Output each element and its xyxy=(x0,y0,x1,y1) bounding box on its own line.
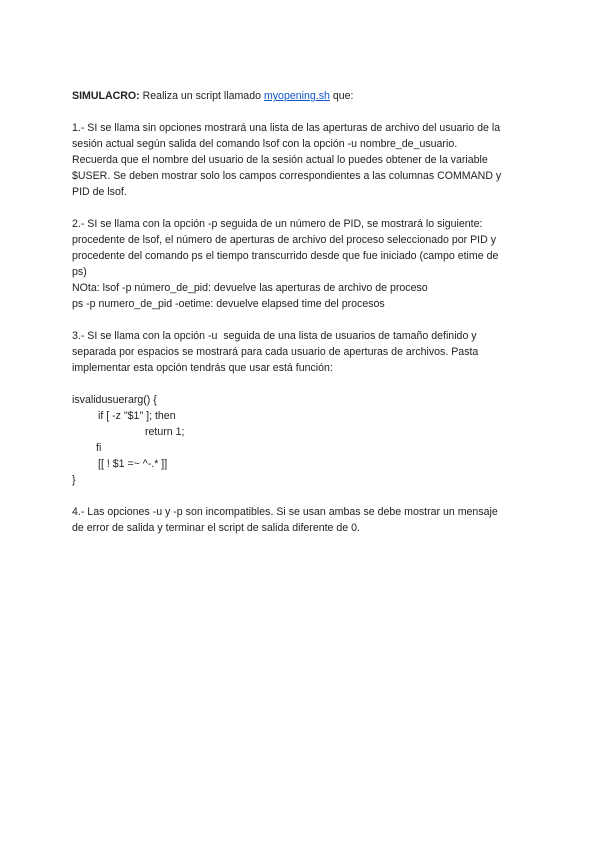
intro-label: SIMULACRO: xyxy=(72,90,140,102)
paragraph-4 xyxy=(72,504,532,536)
paragraph-1-line: 1.- SI se llama sin opciones mostrará una lista de las aperturas de archivo del usuario de la xyxy=(72,122,501,134)
paragraph-1-line: sesión actual según salida del comando lsof con la opción -u nombre_de_usuario. xyxy=(72,138,458,150)
function-code-block xyxy=(72,392,532,488)
document-page xyxy=(72,88,532,536)
paragraph-3-line: 3.- SI se llama con la opción -u seguida de una lista de usuarios de tamaño definido y xyxy=(72,330,477,342)
paragraph-2-note-line: ps -p numero_de_pid -oetime: devuelve elapsed time del procesos xyxy=(72,298,385,310)
code-line: [[ ! $1 =~ ^-.* ]] xyxy=(98,458,168,470)
paragraph-4-line: de error de salida y terminar el script de salida diferente de 0. xyxy=(72,522,360,534)
paragraph-2-line: ps) xyxy=(72,266,87,278)
code-line: isvalidusuerarg() { xyxy=(72,394,157,406)
paragraph-1-line: Recuerda que el nombre del usuario de la sesión actual lo puedes obtener de la variable xyxy=(72,154,488,166)
script-name-link[interactable]: myopening.sh xyxy=(263,90,330,102)
paragraph-3-line: implementar esta opción tendrás que usar está función: xyxy=(72,362,333,374)
paragraph-3 xyxy=(72,328,532,376)
paragraph-1-line: $USER. Se deben mostrar solo los campos correspondientes a las columnas COMMAND y xyxy=(72,170,502,182)
code-line: if [ -z "$1" ]; then xyxy=(98,410,176,422)
paragraph-1 xyxy=(72,120,532,200)
intro-text-before: Realiza un script llamado xyxy=(139,90,264,102)
code-line: fi xyxy=(96,442,102,454)
paragraph-3-line: separada por espacios se mostrará para cada usuario de aperturas de archivos. Pasta xyxy=(72,346,479,358)
paragraph-1-line: PID de lsof. xyxy=(72,186,127,198)
paragraph-2-note-line: NOta: lsof -p número_de_pid: devuelve las aperturas de archivo de proceso xyxy=(72,282,428,294)
paragraph-2-line: 2.- SI se llama con la opción -p seguida de un número de PID, se mostrará lo siguiente: xyxy=(72,218,483,230)
paragraph-2 xyxy=(72,216,532,312)
intro-text-after: que: xyxy=(329,90,354,102)
paragraph-2-line: procedente del comando ps el tiempo transcurrido desde que fue iniciado (campo etime de xyxy=(72,250,499,262)
code-line: } xyxy=(72,474,76,486)
intro-line xyxy=(72,88,532,104)
paragraph-2-line: procedente de lsof, el número de aperturas de archivo del proceso seleccionado por PID y xyxy=(72,234,496,246)
code-line: return 1; xyxy=(145,426,185,438)
paragraph-4-line: 4.- Las opciones -u y -p son incompatibles. Si se usan ambas se debe mostrar un mensaje xyxy=(72,506,498,518)
